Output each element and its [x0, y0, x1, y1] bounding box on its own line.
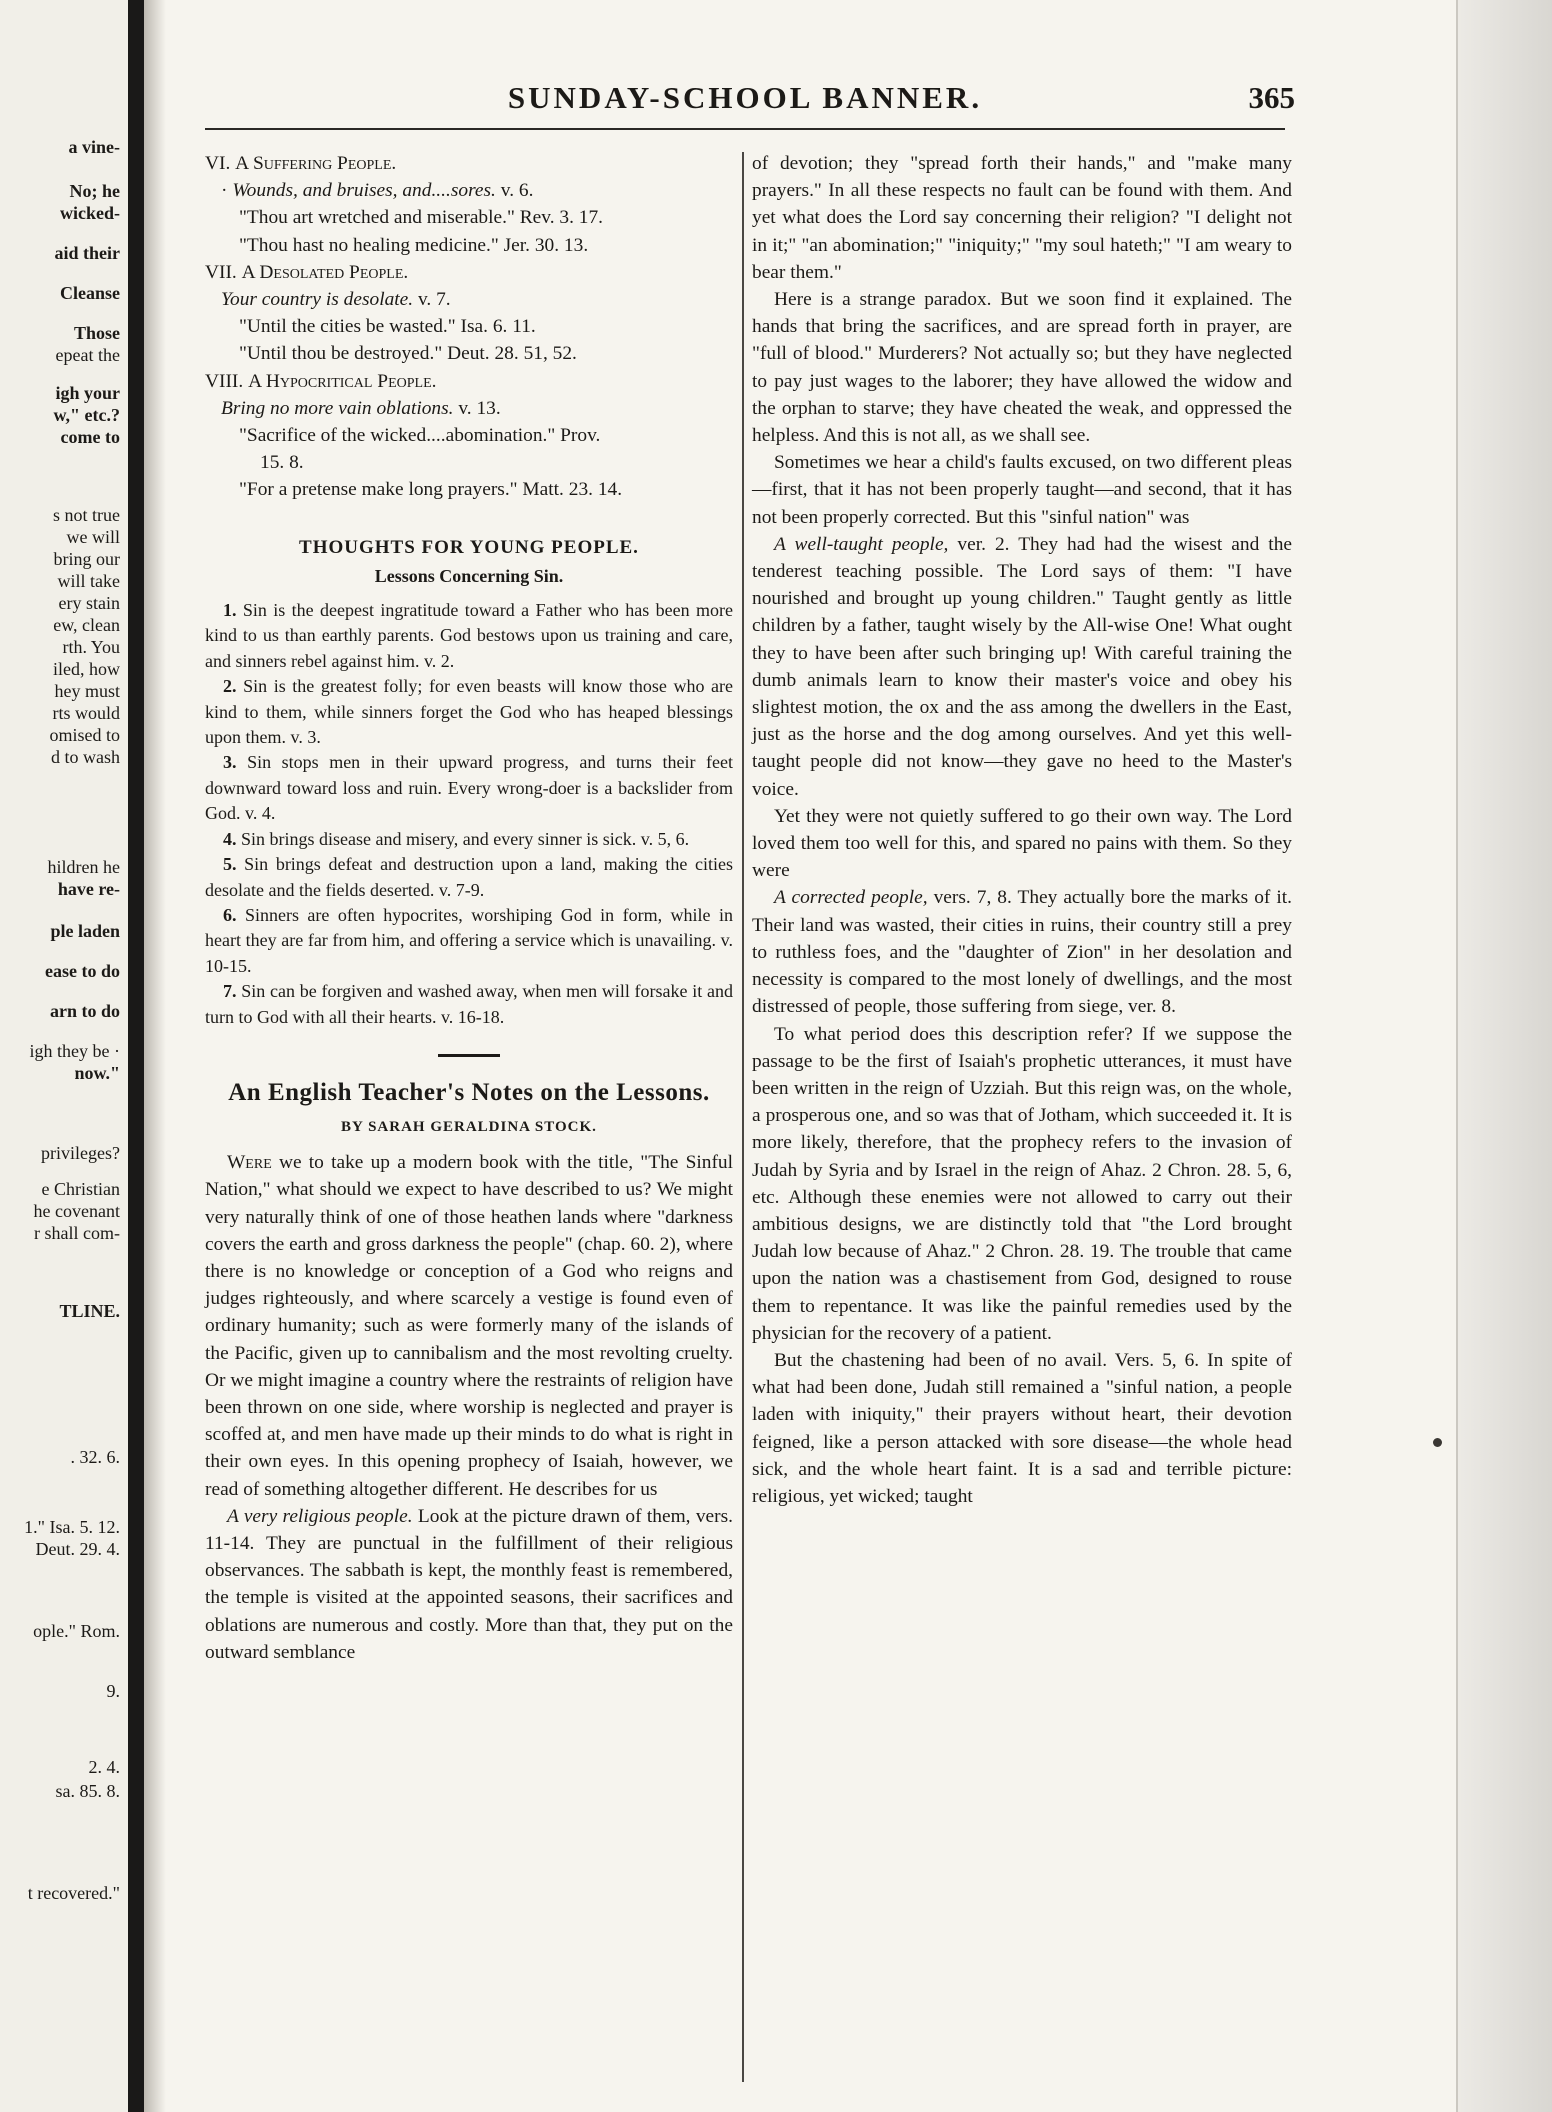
outline-reference: v. 7.: [413, 289, 451, 311]
previous-page-fragment: 1." Isa. 5. 12.: [24, 1517, 120, 1537]
thought-number: 6.: [223, 904, 237, 925]
article-paragraph: [205, 1503, 733, 1666]
previous-page-fragment: come to: [60, 427, 120, 447]
previous-page-fragment: igh your: [55, 383, 120, 403]
article-paragraph: [205, 1149, 733, 1503]
previous-page-fragment: epeat the: [55, 345, 120, 365]
previous-page-fragment: now.": [74, 1063, 120, 1083]
previous-page-fragment: iled, how: [53, 659, 120, 679]
gutter-shadow: [144, 0, 166, 2112]
paragraph-lead-word: Were: [227, 1152, 272, 1174]
previous-page-fragment: arn to do: [49, 1001, 120, 1021]
article-paragraph: [752, 803, 1292, 885]
outline-text: "For a pretense make long prayers." Matt. 23. 14.: [239, 479, 623, 501]
previous-page-fragment: ople." Rom.: [33, 1621, 120, 1641]
previous-page-fragment: he covenant: [33, 1201, 120, 1221]
previous-page-fragment: Cleanse: [60, 283, 120, 303]
outline-heading-text: A Suffering People.: [235, 153, 397, 174]
thought-number: 3.: [223, 752, 237, 773]
previous-page-edge: [0, 0, 128, 2112]
thought-text: Sin is the deepest ingratitude toward a Father who has been more kind to us than earthly parents. God bestows upon us training and care, and sinners rebel against him. v. 2.: [205, 600, 734, 671]
previous-page-fragment: igh they be ·: [29, 1041, 120, 1061]
thoughts-subheading: Lessons Concerning Sin.: [374, 565, 564, 586]
outline-reference: v. 13.: [453, 397, 501, 419]
outline-heading-text: A Hypocritical People.: [248, 370, 437, 392]
previous-page-fragment: Those: [73, 323, 120, 343]
article-paragraph: [752, 1347, 1292, 1510]
previous-page-fragment: rth. You: [62, 637, 120, 657]
outline-item: [205, 232, 733, 259]
article-body-left: [205, 1149, 733, 1666]
previous-page-fragment: e Christian: [41, 1179, 120, 1199]
outline-text: "Sacrifice of the wicked....abomination." Prov.: [239, 425, 601, 447]
thought-item: [205, 852, 733, 903]
paragraph-text: But the chastening had been of no avail. Vers. 5, 6. In spite of what had been done, Judah still remained a "sinful nation, a people laden with iniquity," their prayers without heart, their devotion feigned, like a person attacked with sore disease—the whole head sick, and the whole heart faint. It is a sad and terrible picture: religious, yet wicked; taught: [752, 1349, 1292, 1507]
previous-page-fragment: 2. 4.: [88, 1757, 120, 1777]
thought-text: Sin brings defeat and destruction upon a land, making the cities desolate and the fields deserted. v. 7-9.: [205, 854, 733, 900]
outline-item: [205, 177, 733, 204]
previous-page-fragment: s not true: [53, 505, 120, 525]
paragraph-heading: A well-taught people,: [774, 533, 949, 555]
paragraph-heading: A very religious people.: [227, 1505, 413, 1527]
thought-number: 1.: [223, 600, 237, 621]
previous-page-fragment: ple laden: [50, 921, 120, 941]
thought-text: Sin can be forgiven and washed away, when men will forsake it and turn to God with all their hearts. v. 16-18.: [205, 981, 734, 1027]
lesson-outline: [205, 150, 733, 504]
outline-text: "Thou art wretched and miserable." Rev. 3. 17.: [239, 207, 604, 229]
previous-page-fragment: ease to do: [45, 961, 120, 981]
outline-golden-text: Your country is desolate.: [221, 289, 414, 311]
article-paragraph: [752, 150, 1292, 286]
outline-heading: [205, 259, 733, 286]
outline-reference: v. 6.: [495, 180, 534, 202]
right-column: [752, 150, 1292, 1510]
article-paragraph: [752, 884, 1292, 1020]
book-spine: [128, 0, 144, 2112]
outline-text: 15. 8.: [260, 452, 304, 474]
previous-page-fragment: we will: [66, 527, 120, 547]
outline-text: "Until thou be destroyed." Deut. 28. 51, 52.: [239, 343, 577, 365]
thoughts-heading: THOUGHTS FOR YOUNG PEOPLE.: [299, 536, 639, 558]
previous-page-fragment: hey must: [54, 681, 120, 701]
paragraph-text: Yet they were not quietly suffered to go their own way. The Lord loved them too well for this, and spared no pains with them. So they were: [752, 805, 1292, 882]
thought-item: [205, 750, 733, 826]
article-paragraph: [752, 1021, 1292, 1347]
thought-text: Sin is the greatest folly; for even beasts will know those who are kind to them, while sinners forget the God who has heaped blessings upon them. v. 3.: [205, 676, 734, 748]
thought-number: 4.: [223, 828, 237, 849]
thought-item: [205, 598, 733, 674]
thought-text: Sin brings disease and misery, and every sinner is sick. v. 5, 6.: [241, 828, 690, 849]
previous-page-fragment: hildren he: [47, 857, 120, 877]
outline-item: [205, 449, 733, 476]
previous-page-fragment: ery stain: [58, 593, 120, 613]
thoughts-list: [205, 598, 733, 1030]
outline-heading-text: A Desolated People.: [241, 261, 409, 283]
previous-page-fragment: t recovered.": [27, 1883, 120, 1903]
paragraph-text: we to take up a modern book with the title, "The Sinful Nation," what should we expect to have described to us? We might very naturally think of one of those heathen lands where "darkness covers the earth and gross darkness the people" (chap. 60. 2), where there is no knowledge or conception of a God who reigns and judges righteously, and where scarcely a vestige is found even of ordinary humanity; such as were formerly many of the islands of the Pacific, given up to cannibalism and the most revolting cruelty. Or we might imagine a country where the restraints of religion have been thrown on one side, where worship is neglected and prayer is scoffed at, and men have made up their minds to do what is right in their own eyes. In this opening prophecy of Isaiah, however, we read of something altogether different. He describes for us: [205, 1152, 733, 1500]
outline-heading: [205, 150, 733, 177]
outline-text: "Thou hast no healing medicine." Jer. 30. 13.: [239, 234, 589, 256]
periodical-title: SUNDAY-SCHOOL BANNER.: [507, 80, 983, 115]
article-paragraph: [752, 286, 1292, 449]
header-rule: [205, 128, 1285, 130]
running-header: [205, 80, 1295, 130]
previous-page-fragment: 9.: [106, 1681, 120, 1701]
thought-number: 7.: [223, 981, 237, 1002]
paragraph-text: Sometimes we hear a child's faults excused, on two different pleas—first, that it has not been properly taught—and second, that it has not been properly corrected. But this "sinful nation" was: [752, 452, 1292, 528]
previous-page-fragment: ew, clean: [53, 615, 120, 635]
outline-numeral: VI.: [205, 153, 231, 174]
previous-page-fragment: aid their: [54, 243, 120, 263]
outline-item: [205, 286, 733, 313]
outline-item: [205, 313, 733, 340]
ink-spot: [1433, 1438, 1442, 1447]
previous-page-fragment: TLINE.: [59, 1301, 120, 1321]
paragraph-text: ver. 2. They had had the wisest and the tenderest teaching possible. The Lord says of them: "I have nourished and brought up young children." Taught gently as little children by a father, taught wisely by the All-wise One! What ought they to have been after such bringing up! With careful training the dumb animals learn to know their master's voice and obey his slightest motion, the ox and the ass among the dwellers in the East, just as the horse and the dog among ourselves. And yet this well-taught people did not know—they gave no heed to the Master's voice.: [752, 533, 1292, 800]
previous-page-fragment: wicked-: [60, 203, 120, 223]
outline-heading: [205, 368, 733, 395]
previous-page-fragment: w," etc.?: [53, 405, 120, 425]
column-divider: [742, 152, 744, 2082]
outline-text: "Until the cities be wasted." Isa. 6. 11.: [239, 316, 536, 338]
thought-item: [205, 903, 733, 979]
paragraph-text: Here is a strange paradox. But we soon find it explained. The hands that bring the sacrifices, and are spread forth in prayer, are "full of blood." Murderers? Not actually so; but they have neglected to pay just wages to the laborer; they have allowed the widow and the orphan to starve; they have cheated the weak, and oppressed the helpless. And this is not all, as we shall see.: [752, 289, 1292, 447]
previous-page-fragment: bring our: [53, 549, 120, 569]
outline-golden-text: Wounds, and bruises, and....sores.: [232, 180, 496, 202]
thought-number: 5.: [223, 854, 237, 875]
outline-numeral: VII.: [205, 261, 237, 283]
article-paragraph: [752, 531, 1292, 803]
thought-item: [205, 674, 733, 750]
previous-page-fragment: privileges?: [41, 1143, 120, 1163]
paragraph-text: vers. 7, 8. They actually bore the marks of it. Their land was wasted, their cities in ruins, their country still a prey to ruthless foes, and the "daughter of Zion" in her desolation and necessity is compared to the most lonely of dwellings, and the most distressed of people, those suffering from siege, ver. 8.: [752, 887, 1292, 1018]
previous-page-fragment: rts would: [52, 703, 120, 723]
article-body-right: [752, 150, 1292, 1510]
outline-text: ·: [221, 180, 233, 202]
article-paragraph: [752, 449, 1292, 531]
outline-item: [205, 340, 733, 367]
thought-text: Sinners are often hypocrites, worshiping God in form, while in heart they are far from him, and offering a service which is unavailing. v. 10-15.: [205, 904, 734, 976]
section-divider: [438, 1054, 500, 1057]
article-byline: BY SARAH GERALDINA STOCK.: [341, 1118, 597, 1135]
page-margin-right: [1456, 0, 1552, 2112]
paragraph-heading: A corrected people,: [774, 887, 928, 909]
thought-number: 2.: [223, 676, 237, 697]
previous-page-fragment: have re-: [57, 879, 120, 899]
paragraph-text: Look at the picture drawn of them, vers. 11-14. They are punctual in the fulfillment of their religious observances. The sabbath is kept, the monthly feast is remembered, the temple is visited at the appointed seasons, their sacrifices and oblations are numerous and costly. More than that, they put on the outward semblance: [205, 1505, 733, 1663]
previous-page-fragment: omised to: [49, 725, 120, 745]
thought-text: Sin stops men in their upward progress, and turns their feet downward toward loss and ruin. Every wrong-doer is a backslider from God. v. 4.: [205, 752, 734, 824]
outline-item: [205, 422, 733, 449]
previous-page-fragment: Deut. 29. 4.: [35, 1539, 120, 1559]
previous-page-fragment: r shall com-: [34, 1223, 120, 1243]
outline-golden-text: Bring no more vain oblations.: [221, 397, 454, 419]
outline-item: [205, 476, 733, 503]
outline-item: [205, 395, 733, 422]
outline-numeral: VIII.: [205, 370, 244, 392]
page-number: 365: [1248, 80, 1295, 115]
previous-page-fragment: . 32. 6.: [70, 1447, 120, 1467]
paragraph-text: of devotion; they "spread forth their hands," and "make many prayers." In all these respects no fault can be found with them. And yet what does the Lord say concerning their religion? "I delight not in it;" "an abomination;" "iniquity;" "my soul hateth;" "I am weary to bear them.": [752, 153, 1292, 283]
previous-page-fragment: d to wash: [51, 747, 120, 767]
previous-page-fragment: sa. 85. 8.: [55, 1781, 120, 1801]
previous-page-fragment: No; he: [69, 181, 120, 201]
paragraph-text: To what period does this description refer? If we suppose the passage to be the first of Isaiah's prophetic utterances, it must have been written in the reign of Uzziah. But this reign was, on the whole, a prosperous one, and so was that of Jotham, which succeeded it. It is more likely, therefore, that the prophecy refers to the invasion of Judah by Syria and by Israel in the reign of Ahaz. 2 Chron. 28. 5, 6, etc. Although these enemies were not allowed to carry out their ambitious designs, we are distinctly told that "the Lord brought Judah low because of Ahaz." 2 Chron. 28. 19. The trouble that came upon the nation was a chastisement from God, designed to rouse them to repentance. It was like the painful remedies used by the physician for the recovery of a patient.: [752, 1023, 1292, 1344]
previous-page-fragment: a vine-: [68, 137, 120, 157]
article-title: An English Teacher's Notes on the Lessons.: [228, 1078, 710, 1106]
previous-page-fragment: will take: [57, 571, 120, 591]
left-column: [205, 150, 733, 1666]
thought-item: [205, 827, 733, 852]
outline-item: [205, 204, 733, 231]
thought-item: [205, 979, 733, 1030]
